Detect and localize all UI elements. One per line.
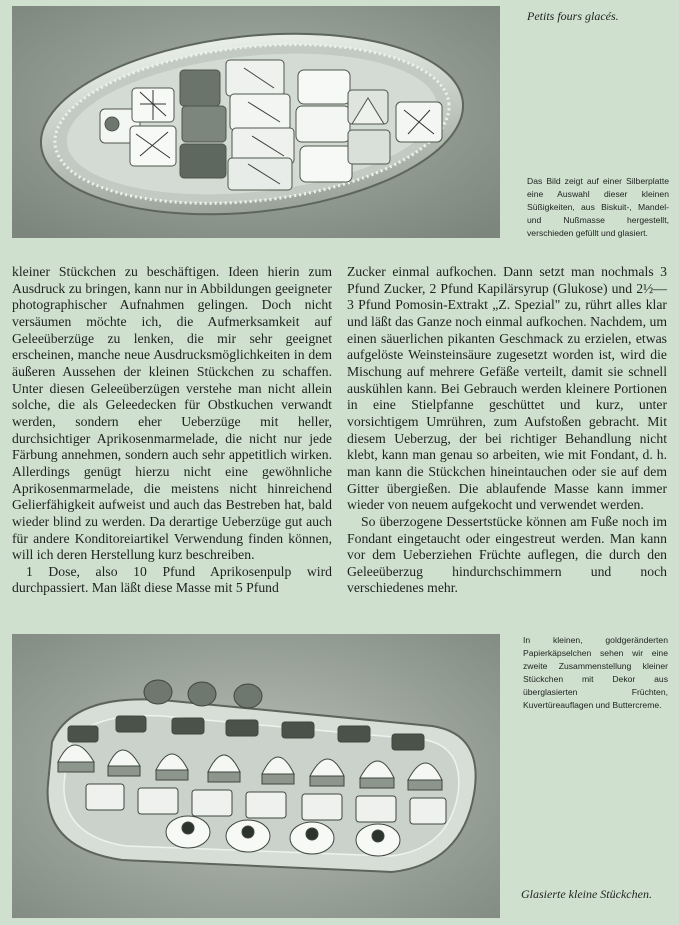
paragraph: kleiner Stückchen zu beschäftigen. Ideen hierin zum Ausdruck zu bringen, kann nur in Abbildungen geeigneter photographischer Aufnahmen gelingen. Doch nicht versäumen möchte ich, die Aufmerksamkeit auf Geleeüberzüge zu lenken, die mir sehr geeignet erscheinen, manche neue Ausdrucksmöglichkeiten in dem äußeren Aussehen der kleinen Stückchen zu schaffen. Unter diesen Geleeüberzügen verstehe man nicht allein solche, die als Geleedecken für Obstkuchen verwandt werden, sondern eher Ueberzüge mit heller, durchsichtiger Aprikosenmarmelade, die nicht nur jede Färbung annehmen, sondern auch sehr appetitlich wirken. Allerdings genügt hierzu nicht eine gewöhnliche Aprikosenmarmelade, die meistens nicht hinreichend Gelierfähigkeit aufweist und auch das Bestreben hat, bald wieder blind zu werden. Da derartige Ueberzüge gut auch für andere Konditoreiartikel Verwendung finden können, will ich deren Herstellung kurz beschreiben. [12, 264, 332, 563]
top-figure-caption: Das Bild zeigt auf einer Silberplatte eine Auswahl dieser kleinen Süßigkeiten, aus Biskuit-, Mandel- und Nußmasse hergestellt, verschieden gefüllt und glasiert. [527, 176, 669, 239]
top-figure-title: Petits fours glacés. [527, 9, 619, 23]
body-column-right [347, 264, 667, 597]
paragraph: 1 Dose, also 10 Pfund Aprikosenpulp wird durchpassiert. Man läßt diese Masse mit 5 Pfund [12, 563, 332, 596]
bottom-figure-title: Glasierte kleine Stückchen. [521, 887, 652, 901]
paragraph: So überzogene Dessertstücke können am Fuße noch im Fondant eingetaucht oder eingestreut werden. Man kann vor dem Ueberziehen Früchte auflegen, die durch den Geleeüberzug hindurchschimmern und noch verschiedenes mehr. [347, 513, 667, 596]
bottom-figure-caption: In kleinen, goldgeränderten Papierkäpselchen sehen wir eine zweite Zusammenstellung kleiner Stückchen mit Dekor aus überglasierten Früchten, Kuvertüreauflagen und Buttercreme. [523, 635, 668, 711]
glazed-cakes-platter-photo [12, 634, 500, 918]
paragraph: Zucker einmal aufkochen. Dann setzt man nochmals 3 Pfund Zucker, 2 Pfund Kapilärsyrup (Glukose) und 2½—3 Pfund Pomosin-Extrakt „Z. Spezial" zu, rührt alles klar und läßt das Ganze noch einmal aufkochen. Nachdem, um einen säuerlichen pikanten Geschmack zu erzielen, etwas aufgelöste Weinsteinsäure zugesetzt worden ist, wird die Mischung auf mehrere Gefäße verteilt, damit sie schnell auskühlen kann. Bei Gebrauch werden kleinere Portionen in eine Stielpfanne geschüttet und kurz, unter vorsichtigem Umrühren, zum Aufstoßen gebracht. Mit diesem Ueberzug, der bei richtiger Behandlung nicht klebt, kann man genau so arbeiten, wie mit Fondant, d. h. man kann die Stückchen hineintauchen oder sie auf dem Gitter übergießen. Die ablaufende Masse kann immer wieder von neuem aufgekocht und verwendet werden. [347, 264, 667, 513]
petits-fours-tray-photo [12, 6, 500, 238]
body-column-left [12, 264, 332, 597]
